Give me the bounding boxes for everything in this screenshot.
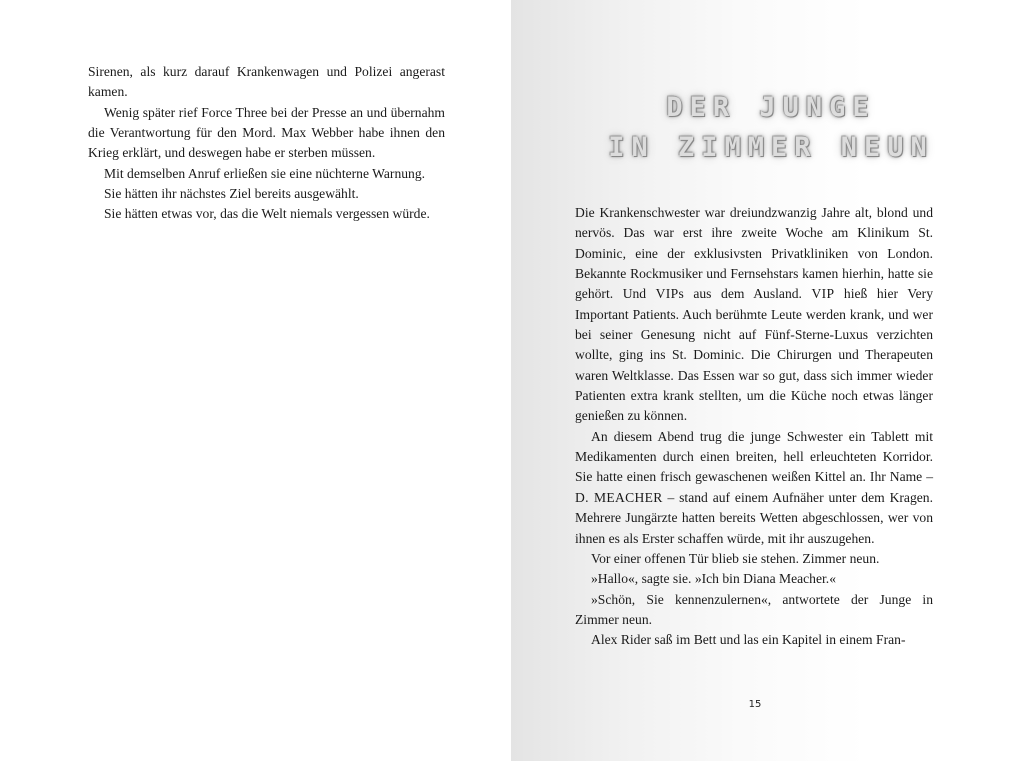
vip-abbreviation: VIP — [655, 286, 679, 302]
paragraph: Sie hätten ihr nächstes Ziel bereits ausgewählt. — [104, 186, 359, 202]
text-run: hieß hier Very Important Patients. Auch berühmte Leute werden krank, und wer bei seiner Genesung nicht auf Fünf-Sterne-Luxus verzichten wollte, ging ins St. Dominic. Die Chirurgen und Therapeuten waren Weltklasse. Das Essen war so gut, dass sich immer wieder Patienten extra krank stellten, um die Küche noch etwas länger genießen zu können. — [575, 286, 933, 424]
text-run: – stand auf einem Aufnäher unter dem Kragen. Mehrere Jungärzte hatten bereits Wetten abgeschlossen, wer von ihnen es als Erster schaffen würde, mit ihr auszugehen. — [575, 489, 933, 546]
paragraph — [575, 203, 933, 427]
paragraph: »Hallo«, sagte sie. »Ich bin Diana Meacher.« — [591, 571, 836, 587]
vip-abbreviation: VIP — [811, 286, 835, 302]
paragraph: Sirenen, als kurz darauf Krankenwagen und Polizei angerast kamen. — [88, 64, 445, 100]
paragraph: Mit demselben Anruf erließen sie eine nüchterne Warnung. — [104, 165, 426, 181]
text-run: Die Krankenschwester war dreiundzwanzig Jahre alt, blond und nervös. Das war erst ihre zweite Woche am Klinikum St. Dominic, eine der exklusivsten Privatkliniken von London. Bekannte Rockmusiker und Fernsehstars kamen hierhin, hatte sie gehört. Und — [575, 205, 933, 302]
text-run: An diesem Abend trug die junge Schwester ein Tablett mit Medikamenten durch einen breiten, hell erleuchteten Korridor. Sie hatte einen frisch gewaschenen weißen Kittel an. Ihr Name – — [575, 428, 933, 485]
paragraph — [575, 427, 933, 549]
paragraph: »Schön, Sie kennenzulernen«, antwortete der Junge in Zimmer neun. — [575, 591, 933, 627]
paragraph: Wenig später rief Force Three bei der Presse an und übernahm die Verantwortung für den Mord. Max Webber habe ihnen den Krieg erklärt, und deswegen habe er sterben müssen. — [88, 104, 445, 161]
page-number: 15 — [748, 699, 762, 710]
right-page-text — [575, 203, 933, 651]
paragraph: Vor einer offenen Tür blieb sie stehen. Zimmer neun. — [591, 550, 880, 566]
paragraph: Sie hätten etwas vor, das die Welt niemals vergessen würde. — [104, 206, 430, 222]
right-page — [511, 0, 1020, 761]
chapter-title-line-2: IN ZIMMER NEUN — [608, 132, 934, 163]
left-page-text — [88, 62, 445, 225]
chapter-title-line-1: DER JUNGE — [666, 92, 876, 123]
chapter-title — [571, 88, 971, 168]
name-tag-text: D. MEACHER — [575, 489, 663, 505]
paragraph: Alex Rider saß im Bett und las ein Kapitel in einem Fran- — [591, 632, 906, 648]
text-run: s aus dem Ausland. — [678, 286, 812, 302]
